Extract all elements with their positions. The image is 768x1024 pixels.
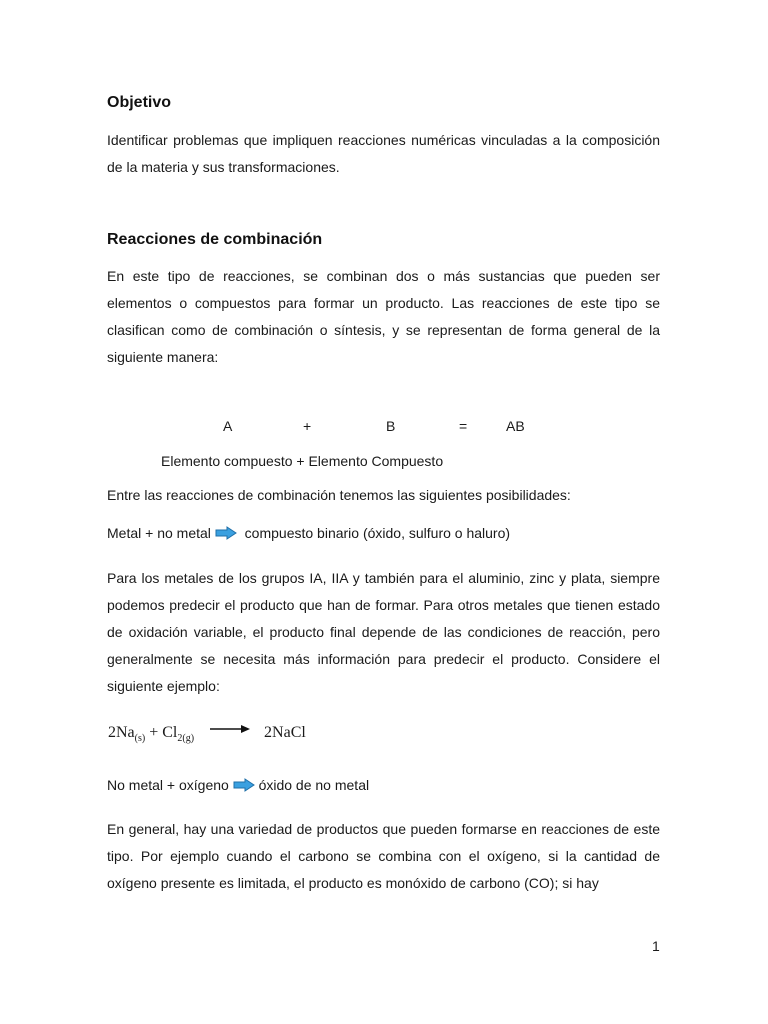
equation-reactant-a: A [223,418,233,434]
equation-plus: + [303,418,312,434]
section-heading: Reacciones de combinación [107,231,323,248]
page-number: 1 [652,938,660,954]
example-plus-cl: + Cl [145,724,178,741]
section-intro: En este tipo de reacciones, se combinan dos o más sustancias que pueden ser elementos o compuestos para formar un producto. Las reacciones de este tipo se clasifican como de combinación o síntesis, y se representan de forma general de la siguiente manera: [107,268,660,365]
case2-left-text: No metal + oxígeno [107,777,229,793]
example-equation [108,720,306,744]
reaction-arrow-icon [210,720,250,738]
possibilities-intro: Entre las reacciones de combinación tenemos las siguientes posibilidades: [107,487,571,503]
combination-case-metal-nonmetal [107,525,510,543]
right-arrow-icon [215,526,237,543]
equation-product: AB [506,418,525,434]
example-state-gas: 2(g) [177,733,195,744]
case1-right-text: compuesto binario (óxido, sulfuro o haluro) [244,525,511,541]
objective-text: Identificar problemas que impliquen reacciones numéricas vinculadas a la composición de la materia y sus transformaciones. [107,132,660,175]
general-paragraph: En general, hay una variedad de productos que pueden formarse en reacciones de este tipo. Por ejemplo cuando el carbono se combina con el oxígeno, si la cantidad de oxígeno presente es limitada, el producto es monóxido de carbono (CO); si hay [107,821,660,891]
case2-right-text: óxido de no metal [258,777,370,793]
metals-paragraph: Para los metales de los grupos IA, IIA y también para el aluminio, zinc y plata, siempre podemos predecir el producto que han de formar. Para otros metales que tienen estado de oxidación variable, el producto final depende de las condiciones de reacción, pero generalmente se necesita más información para predecir el producto. Considere el siguiente ejemplo: [107,570,660,694]
objective-heading: Objetivo [107,94,172,111]
equation-reactant-b: B [386,418,396,434]
example-reactant-na: 2Na [108,724,135,741]
example-state-solid: (s) [134,733,146,744]
right-arrow-icon [233,778,255,795]
equation-equals: = [459,418,468,434]
combination-case-nonmetal-oxygen [107,777,369,795]
example-product: 2NaCl [264,724,306,741]
case1-left-text: Metal + no metal [107,525,211,541]
equation-caption: Elemento compuesto + Elemento Compuesto [161,453,444,469]
